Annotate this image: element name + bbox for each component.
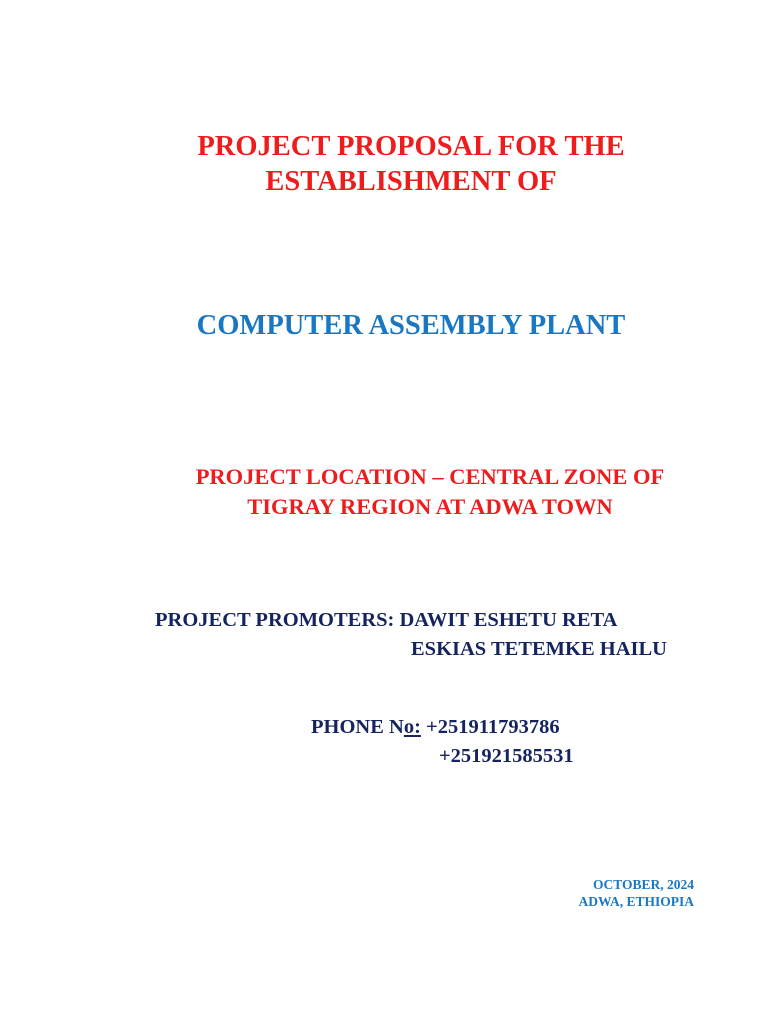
footer-date: OCTOBER, 2024: [592, 877, 694, 892]
promoter-name-2: ESKIAS TETEMKE HAILU: [411, 638, 667, 660]
promoter-name-1: DAWIT ESHETU RETA: [399, 609, 618, 631]
subtitle: COMPUTER ASSEMBLY PLANT: [196, 310, 626, 341]
location-line-1: PROJECT LOCATION – CENTRAL ZONE OF: [195, 464, 665, 489]
title-line-2: ESTABLISHMENT OF: [265, 166, 557, 197]
footer-place: ADWA, ETHIOPIA: [578, 894, 694, 909]
promoters-label: PROJECT PROMOTERS:: [155, 609, 395, 631]
phone-number-1: +251911793786: [426, 716, 560, 738]
location-line-2: TIGRAY REGION AT ADWA TOWN: [247, 494, 613, 519]
title-line-1: PROJECT PROPOSAL FOR THE: [197, 131, 625, 162]
phone-row-1: [311, 714, 560, 740]
promoters-row-1: [155, 607, 617, 633]
phone-number-2: +251921585531: [439, 745, 574, 767]
phone-label: PHONE No:: [311, 716, 421, 738]
